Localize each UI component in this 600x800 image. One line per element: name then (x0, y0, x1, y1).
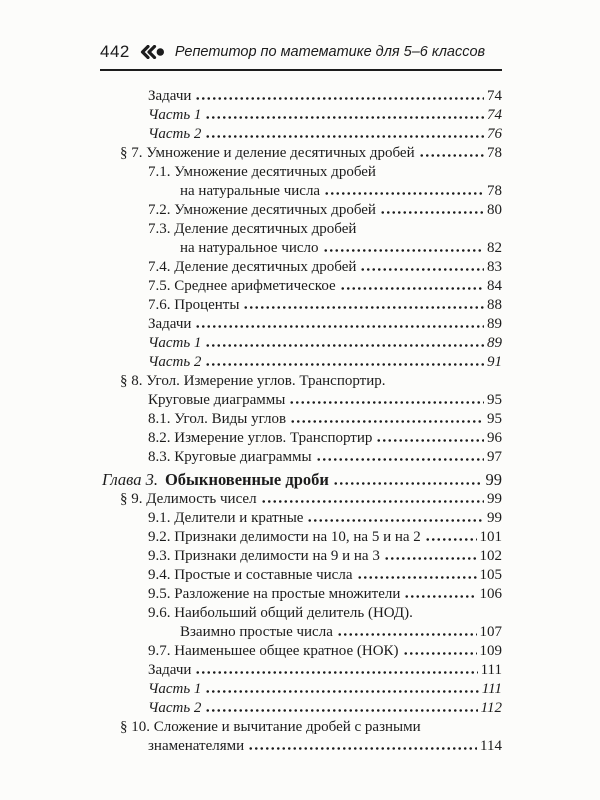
toc-page-number: 82 (487, 240, 502, 256)
toc-entry-title: на натуральные числа (180, 183, 321, 199)
toc-entry-title: § 9. Делимость чисел (120, 491, 257, 507)
toc-entry-title: Взаимно простые числа (180, 624, 333, 640)
toc-page-number: 111 (481, 681, 502, 697)
toc-entry-title: 9.4. Простые и составные числа (148, 567, 353, 583)
toc-row (100, 258, 502, 277)
dot-leader (205, 690, 478, 693)
toc-entry-title: 8.2. Измерение углов. Транспортир (148, 430, 373, 446)
toc-row (100, 87, 502, 106)
dot-leader (380, 211, 484, 214)
toc-row (100, 528, 502, 547)
toc-page-number: 83 (487, 259, 502, 275)
toc-page-number: 114 (480, 738, 502, 754)
toc-entry-title: 7.1. Умножение десятичных дробей (148, 164, 376, 180)
toc-page-number: 95 (487, 392, 502, 408)
dot-leader (323, 249, 484, 252)
toc-entry-title: Круговые диаграммы (148, 392, 286, 408)
toc-page-number: 96 (487, 430, 502, 446)
toc-page-number: 105 (479, 567, 502, 583)
toc-page-number: 74 (487, 88, 502, 104)
toc-row (100, 490, 502, 509)
toc-page-number: 99 (487, 510, 502, 526)
toc-chapter-prefix: Глава 3. (102, 470, 158, 489)
toc-row (100, 106, 502, 125)
toc-row (100, 448, 502, 467)
dot-leader (360, 268, 484, 271)
toc-entry-title: § 8. Угол. Измерение углов. Транспортир. (120, 373, 386, 389)
toc-row (100, 661, 502, 680)
dot-leader (403, 652, 477, 655)
toc-row (100, 315, 502, 334)
toc-entry-title: § 10. Сложение и вычитание дробей с разными (120, 719, 421, 735)
toc-row (100, 182, 502, 201)
toc-row (100, 144, 502, 163)
toc-page-number: 111 (480, 662, 502, 678)
toc-row (100, 737, 502, 756)
toc-entry-title: Часть 2 (148, 354, 202, 370)
toc-entry-title: 7.4. Деление десятичных дробей (148, 259, 357, 275)
toc-row (100, 699, 502, 718)
dot-leader (384, 557, 477, 560)
toc-entry-title: 9.3. Признаки делимости на 9 и на 3 (148, 548, 380, 564)
dot-leader (205, 709, 477, 712)
toc-row (100, 429, 502, 448)
dot-leader (333, 482, 483, 485)
toc-entry-title: 8.1. Угол. Виды углов (148, 411, 287, 427)
toc-page-number: 107 (479, 624, 502, 640)
toc-entry-title: 9.2. Признаки делимости на 10, на 5 и на 2 (148, 529, 421, 545)
toc-row (100, 410, 502, 429)
toc-page-number: 74 (487, 107, 502, 123)
toc-entry-title: 9.6. Наибольший общий делитель (НОД). (148, 605, 413, 621)
dot-leader (205, 135, 484, 138)
toc-row (100, 391, 502, 410)
toc-entry-title: 7.2. Умножение десятичных дробей (148, 202, 376, 218)
toc-row (100, 623, 502, 642)
toc-page-number: 97 (487, 449, 502, 465)
page-header (100, 42, 502, 62)
toc-row (100, 585, 502, 604)
toc-page-number: 109 (479, 643, 502, 659)
dot-leader (357, 576, 477, 579)
toc-row (100, 334, 502, 353)
toc-page-number: 76 (487, 126, 502, 142)
dot-leader (340, 287, 484, 290)
dot-leader (324, 192, 484, 195)
toc-entry-title: на натуральное число (180, 240, 319, 256)
toc-entry-title: 8.3. Круговые диаграммы (148, 449, 312, 465)
toc-entry-title: Обыкновенные дроби (164, 470, 329, 489)
toc-page-number: 102 (479, 548, 502, 564)
dot-leader (419, 154, 484, 157)
toc-entry-title: 9.1. Делители и кратные (148, 510, 304, 526)
toc-row (100, 277, 502, 296)
toc-row (100, 566, 502, 585)
toc-row (100, 680, 502, 699)
toc-page-number: 84 (487, 278, 502, 294)
toc-row (100, 642, 502, 661)
dot-leader (404, 595, 476, 598)
toc-entry-title: Задачи (148, 316, 192, 332)
toc-chapter-row (100, 470, 502, 489)
dot-leader (307, 519, 484, 522)
toc-row (100, 201, 502, 220)
toc-page-number: 112 (480, 700, 502, 716)
page-number: 442 (100, 42, 130, 61)
toc-row (100, 509, 502, 528)
toc-entry-title: 9.7. Наименьшее общее кратное (НОК) (148, 643, 399, 659)
toc-row (100, 296, 502, 315)
toc-entry-title: знаменателями (148, 738, 245, 754)
toc-page-number: 80 (487, 202, 502, 218)
toc-page-number: 89 (487, 316, 502, 332)
table-of-contents (100, 87, 502, 756)
dot-leader (243, 306, 484, 309)
dot-leader (248, 747, 477, 750)
toc-row (100, 239, 502, 258)
toc-row (100, 718, 502, 737)
dot-leader (195, 671, 477, 674)
dot-leader (376, 439, 484, 442)
toc-page-number: 101 (479, 529, 502, 545)
toc-page-number: 88 (487, 297, 502, 313)
dot-leader (205, 363, 484, 366)
double-chevron-dot-icon (140, 45, 165, 59)
dot-leader (195, 325, 484, 328)
dot-leader (337, 633, 477, 636)
toc-page-number: 99 (487, 491, 502, 507)
toc-page-number: 95 (487, 411, 502, 427)
dot-leader (195, 97, 484, 100)
toc-page-number: 78 (487, 145, 502, 161)
dot-leader (290, 420, 484, 423)
toc-entry-title: 7.6. Проценты (148, 297, 240, 313)
toc-page-number: 99 (485, 470, 502, 489)
toc-page-number: 91 (487, 354, 502, 370)
dot-leader (289, 401, 484, 404)
toc-entry-title: Часть 2 (148, 700, 202, 716)
toc-entry-title: Задачи (148, 662, 192, 678)
toc-row (100, 372, 502, 391)
toc-page-number: 106 (479, 586, 502, 602)
toc-entry-title: Часть 1 (148, 681, 202, 697)
toc-entry-title: 9.5. Разложение на простые множители (148, 586, 401, 602)
running-title: Репетитор по математике для 5–6 классов (174, 44, 486, 60)
dot-leader (261, 500, 484, 503)
toc-entry-title: § 7. Умножение и деление десятичных дробей (120, 145, 415, 161)
toc-row (100, 353, 502, 372)
toc-entry-title: Задачи (148, 88, 192, 104)
toc-entry-title: 7.3. Деление десятичных дробей (148, 221, 357, 237)
toc-page-number: 78 (487, 183, 502, 199)
toc-entry-title: Часть 1 (148, 107, 202, 123)
dot-leader (316, 458, 484, 461)
dot-leader (205, 344, 484, 347)
dot-leader (205, 116, 484, 119)
toc-page-number: 89 (487, 335, 502, 351)
dot-leader (425, 538, 477, 541)
header-rule (100, 69, 502, 71)
toc-row (100, 604, 502, 623)
toc-row (100, 220, 502, 239)
toc-entry-title: Часть 1 (148, 335, 202, 351)
toc-row (100, 125, 502, 144)
toc-row (100, 547, 502, 566)
toc-entry-title: 7.5. Среднее арифметическое (148, 278, 336, 294)
toc-entry-title: Часть 2 (148, 126, 202, 142)
toc-row (100, 163, 502, 182)
